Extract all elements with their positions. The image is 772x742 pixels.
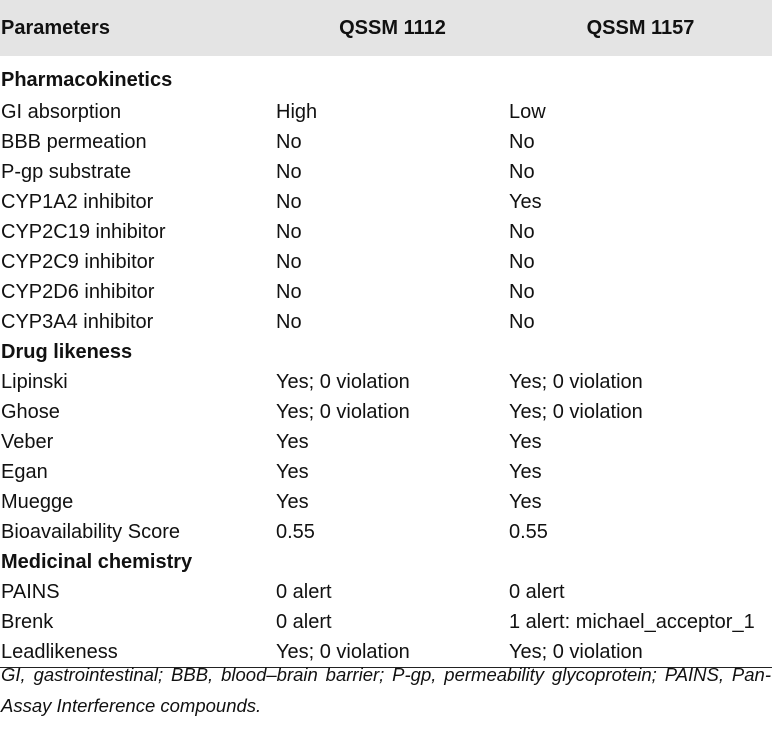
value-cell-qssm-1157: No <box>509 310 535 333</box>
param-cell: P-gp substrate <box>1 160 132 183</box>
value-cell-qssm-1157: 0 alert <box>509 580 565 603</box>
value-cell-qssm-1112: Yes; 0 violation <box>276 370 410 393</box>
value-cell-qssm-1157: No <box>509 130 535 153</box>
param-cell: CYP3A4 inhibitor <box>1 310 154 333</box>
param-cell: Ghose <box>1 400 60 423</box>
table-row <box>0 367 772 397</box>
table-row <box>0 307 772 337</box>
value-cell-qssm-1157: Yes; 0 violation <box>509 370 643 393</box>
table-row <box>0 487 772 517</box>
param-cell: Leadlikeness <box>0 637 276 668</box>
param-cell: CYP2D6 inhibitor <box>1 280 155 303</box>
header-qssm-1157: QSSM 1157 <box>586 16 695 39</box>
table-row <box>0 607 772 637</box>
table-row <box>0 517 772 547</box>
param-cell: GI absorption <box>1 100 122 123</box>
param-cell: PAINS <box>1 580 60 603</box>
table-row <box>0 397 772 427</box>
value-cell-qssm-1157: Yes <box>509 190 542 213</box>
table-row <box>0 97 772 127</box>
value-cell-qssm-1157: No <box>509 220 535 243</box>
value-cell-qssm-1157: 0.55 <box>509 520 548 543</box>
value-cell-qssm-1157: Yes <box>509 460 542 483</box>
table-row <box>0 127 772 157</box>
value-cell-qssm-1157: Yes <box>509 430 542 453</box>
section-row-drug-likeness <box>0 337 772 367</box>
value-cell-qssm-1112: 0.55 <box>276 520 315 543</box>
value-cell-qssm-1112: No <box>276 160 302 183</box>
value-cell-qssm-1157: Yes; 0 violation <box>509 400 643 423</box>
table-row <box>0 157 772 187</box>
value-cell-qssm-1112: Yes <box>276 490 309 513</box>
value-cell-qssm-1112: 0 alert <box>276 580 332 603</box>
value-cell-qssm-1112: 0 alert <box>276 610 332 633</box>
table-header-row <box>0 0 772 56</box>
table-row <box>0 277 772 307</box>
table-row <box>0 187 772 217</box>
section-title: Medicinal chemistry <box>1 550 193 573</box>
param-cell: Egan <box>1 460 48 483</box>
table-row <box>0 427 772 457</box>
section-title: Drug likeness <box>1 340 133 363</box>
value-cell-qssm-1112: Yes; 0 violation <box>276 637 509 668</box>
value-cell-qssm-1112: Yes <box>276 460 309 483</box>
value-cell-qssm-1157: Yes; 0 violation <box>509 637 772 668</box>
param-cell: BBB permeation <box>1 130 147 153</box>
value-cell-qssm-1112: High <box>276 100 318 123</box>
section-title: Pharmacokinetics <box>1 68 173 91</box>
value-cell-qssm-1157: Low <box>509 100 546 123</box>
param-cell: Lipinski <box>1 370 68 393</box>
param-cell: Veber <box>1 430 54 453</box>
param-cell: Bioavailability Score <box>1 520 180 543</box>
section-row-pharmacokinetics <box>0 56 772 97</box>
header-parameters: Parameters <box>1 16 110 39</box>
value-cell-qssm-1157: Yes <box>509 490 542 513</box>
param-cell: CYP1A2 inhibitor <box>1 190 154 213</box>
table-row <box>0 247 772 277</box>
value-cell-qssm-1112: Yes; 0 violation <box>276 400 410 423</box>
value-cell-qssm-1112: No <box>276 310 302 333</box>
value-cell-qssm-1112: No <box>276 190 302 213</box>
table-footnote: GI, gastrointestinal; BBB, blood–brain barrier; P-gp, permeability glycoprotein; PAINS, Pan-Assay Interference compounds. <box>1 664 771 716</box>
value-cell-qssm-1157: No <box>509 250 535 273</box>
header-qssm-1112: QSSM 1112 <box>339 16 446 39</box>
value-cell-qssm-1112: No <box>276 250 302 273</box>
table-row <box>0 577 772 607</box>
value-cell-qssm-1112: No <box>276 130 302 153</box>
value-cell-qssm-1112: No <box>276 220 302 243</box>
param-cell: CYP2C19 inhibitor <box>1 220 166 243</box>
table-row <box>0 217 772 247</box>
value-cell-qssm-1157: No <box>509 280 535 303</box>
param-cell: Muegge <box>1 490 74 513</box>
section-row-medicinal-chemistry <box>0 547 772 577</box>
param-cell: Brenk <box>1 610 54 633</box>
value-cell-qssm-1157: No <box>509 160 535 183</box>
value-cell-qssm-1112: No <box>276 280 302 303</box>
value-cell-qssm-1157: 1 alert: michael_acceptor_1 <box>509 610 755 633</box>
value-cell-qssm-1112: Yes <box>276 430 309 453</box>
param-cell: CYP2C9 inhibitor <box>1 250 155 273</box>
table-row <box>0 457 772 487</box>
